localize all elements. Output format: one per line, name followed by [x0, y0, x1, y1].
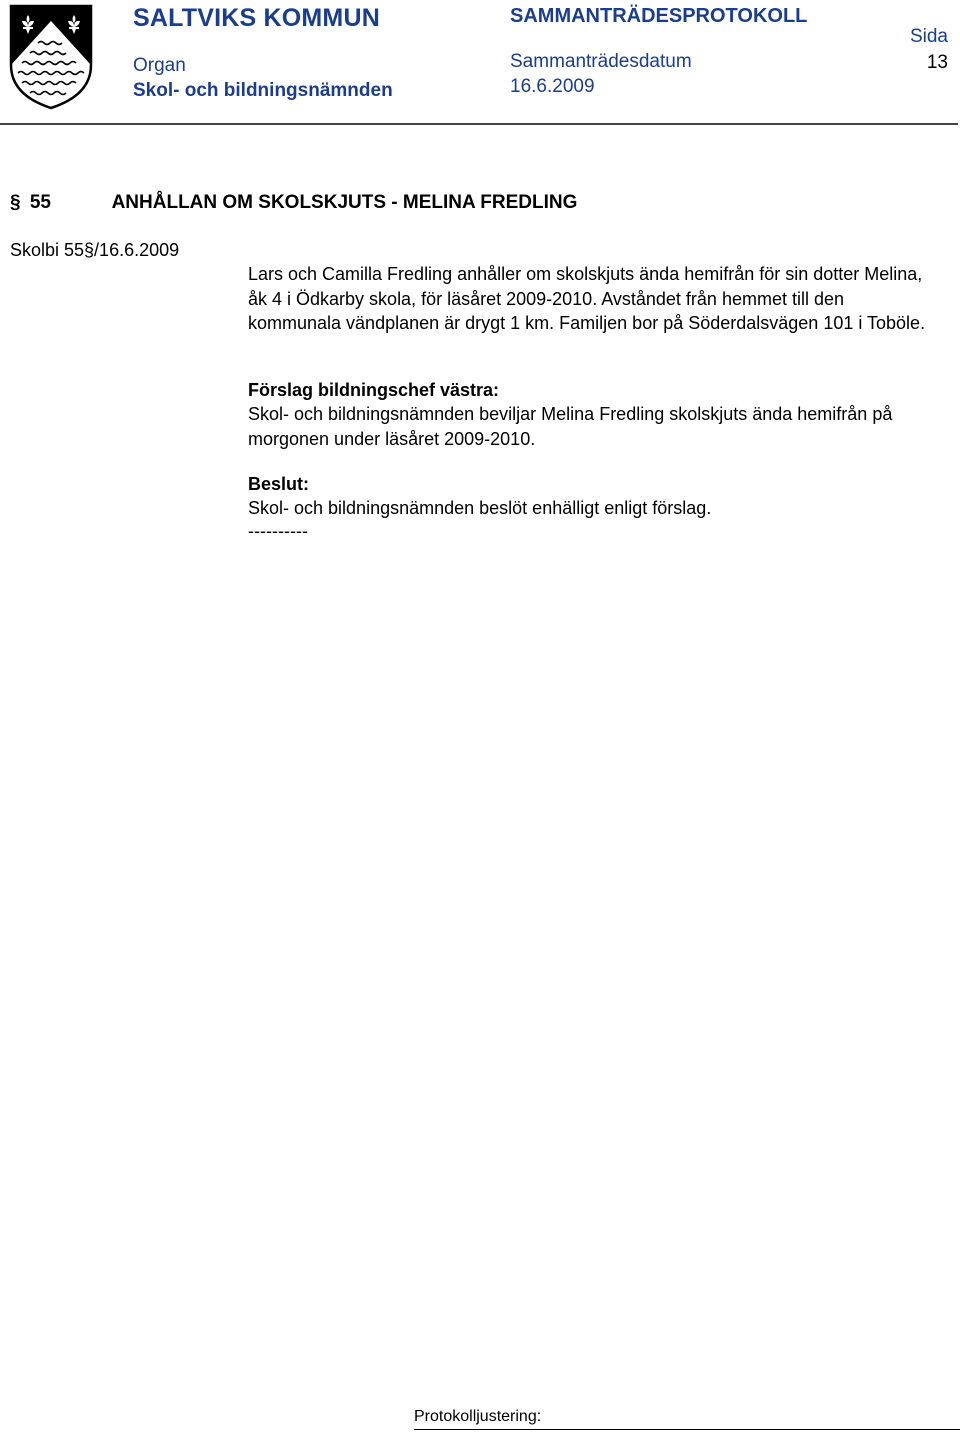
organ-label: Organ: [133, 55, 186, 76]
section-reference: Skolbi 55§/16.6.2009: [10, 240, 180, 260]
section-heading: [10, 192, 577, 214]
header-divider: [0, 123, 958, 125]
decision-text: Skol- och bildningsnämnden beslöt enhälligt enligt förslag.: [248, 498, 712, 518]
municipality-name: SALTVIKS KOMMUN: [133, 4, 380, 32]
section-number: 55: [29, 192, 51, 213]
organ-value: Skol- och bildningsnämnden: [133, 80, 393, 101]
page-number: 13: [926, 52, 948, 73]
section-body: Lars och Camilla Fredling anhåller om skolskjuts ända hemifrån för sin dotter Melina, åk 4 i Ödkarby skola, för läsåret 2009-2010. Avståndet från hemmet till den kommunala vändplanen är drygt 1 km. Familjen bor på Söderdalsvägen 101 i Toböle.: [248, 264, 926, 333]
decision-heading: Beslut:: [248, 474, 310, 494]
paragraph-sign: §: [10, 192, 21, 213]
document-type: SAMMANTRÄDESPROTOKOLL: [510, 5, 808, 27]
date-label: Sammanträdesdatum: [510, 51, 692, 72]
coat-of-arms-logo: [8, 3, 94, 111]
page-label: Sida: [909, 26, 948, 47]
section-title: ANHÅLLAN OM SKOLSKJUTS - MELINA FREDLING: [111, 192, 578, 213]
date-value: 16.6.2009: [510, 76, 595, 97]
footer-signature-line: [414, 1429, 960, 1430]
proposal-heading: Förslag bildningschef västra:: [248, 380, 500, 400]
footer-label: Protokolljustering:: [414, 1408, 542, 1425]
proposal-text: Skol- och bildningsnämnden beviljar Melina Fredling skolskjuts ända hemifrån på morgonen under läsåret 2009-2010.: [248, 404, 893, 449]
section-separator: ----------: [248, 521, 308, 541]
